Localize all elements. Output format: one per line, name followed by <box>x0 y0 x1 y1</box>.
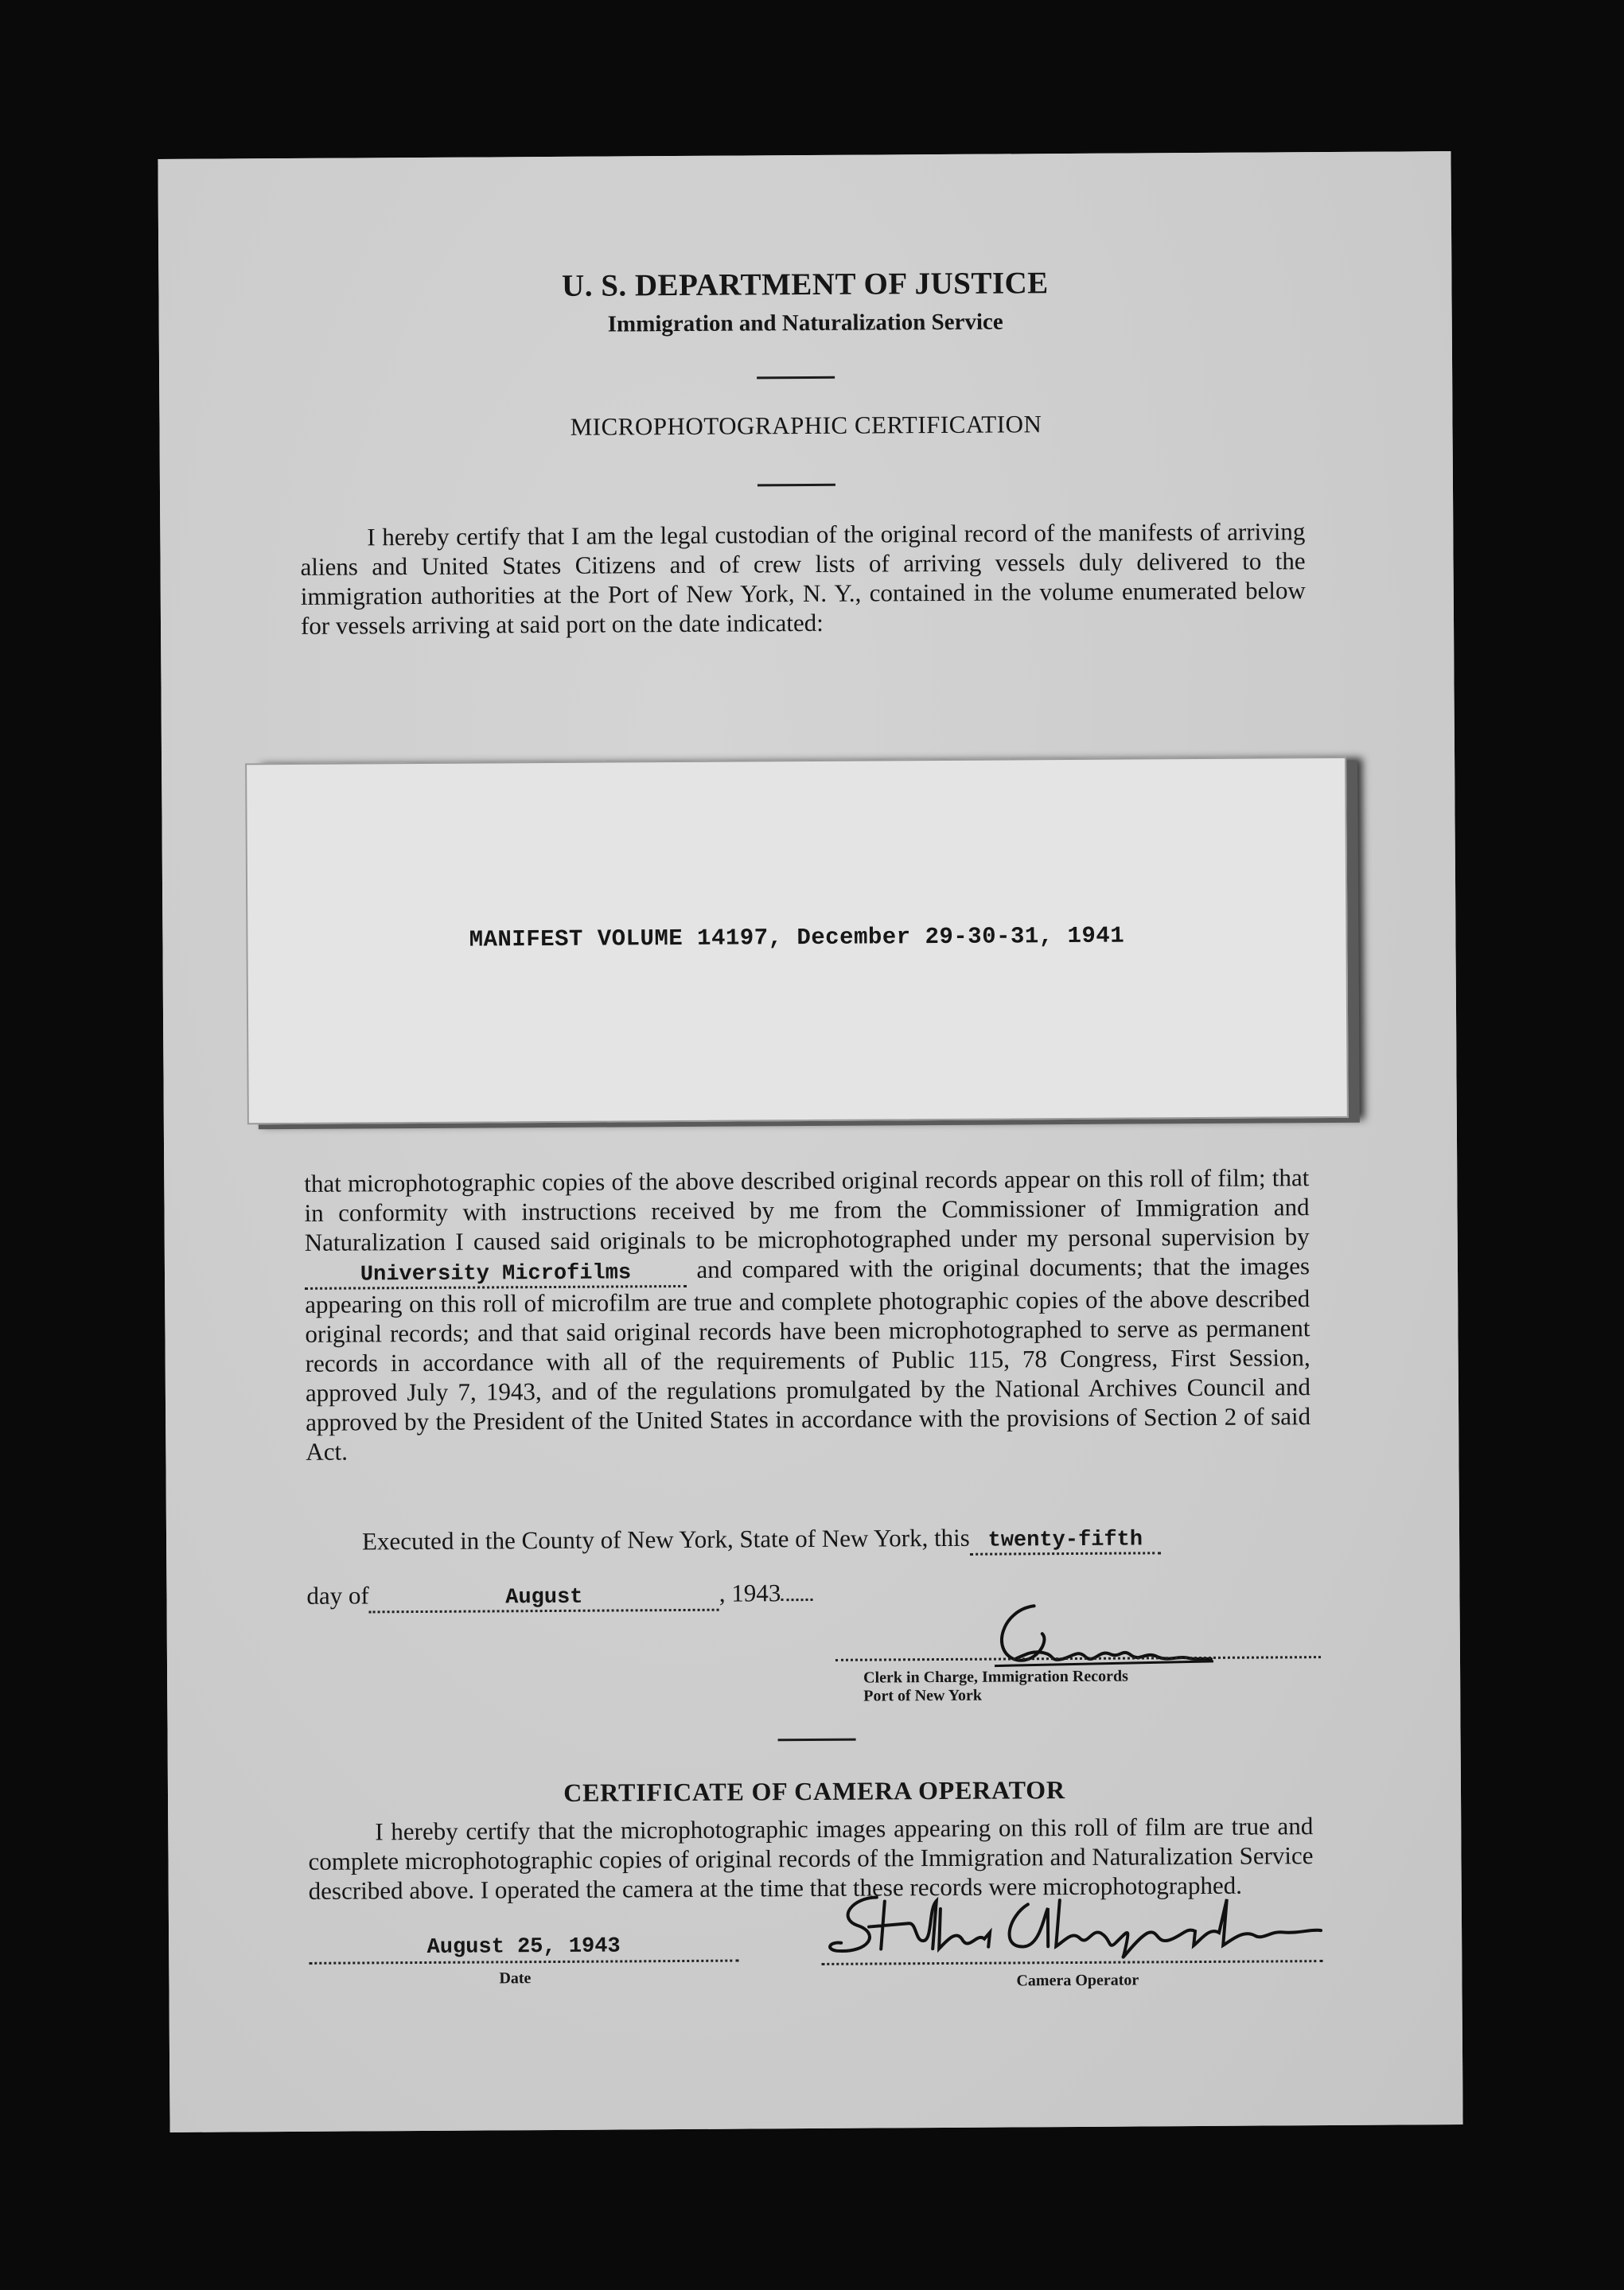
divider <box>757 484 835 487</box>
execution-prefix: Executed in the County of New York, State of New York, this <box>361 1523 970 1556</box>
clerk-title-line2: Port of New York <box>863 1686 982 1705</box>
camera-operator-title: CERTIFICATE OF CAMERA OPERATOR <box>563 1775 1065 1807</box>
execution-day-field: twenty-fifth <box>970 1528 1161 1555</box>
certification-body-paragraph <box>304 1163 1310 1466</box>
certification-title: MICROPHOTOGRAPHIC CERTIFICATION <box>570 410 1042 441</box>
manifest-volume-slip <box>245 757 1349 1124</box>
day-of-label: day of <box>306 1581 369 1610</box>
date-label: Date <box>499 1969 532 1988</box>
execution-date-line <box>306 1577 943 1614</box>
execution-month-field: August <box>369 1585 719 1614</box>
camera-date-field: August 25, 1943 <box>309 1933 738 1965</box>
camera-operator-signature <box>821 1883 1323 1965</box>
service-subheading: Immigration and Naturalization Service <box>607 309 1003 337</box>
clerk-title-line1: Clerk in Charge, Immigration Records <box>863 1667 1128 1687</box>
body-text-before: that microphotographic copies of the above described original records appear on this roll of film; that in conformity with instructions received by me from the Commissioner of Immigration and Naturalization I caused said originals to be microphotographed under my personal supervision by <box>304 1163 1310 1256</box>
execution-year: , 1943 <box>719 1579 781 1607</box>
divider <box>778 1739 856 1742</box>
certification-intro-paragraph: I hereby certify that I am the legal custodian of the original record of the manifests of arriving aliens and United States Citizens and of crew lists of arriving vessels duly delivered to the immigration authorities at the Port of New York, N. Y., contained in the volume enumerated below for vessels arriving at said port on the date indicated: <box>300 517 1306 640</box>
manifest-volume-text: MANIFEST VOLUME 14197, December 29-30-31, 1941 <box>469 922 1125 953</box>
divider <box>757 376 835 380</box>
camera-operator-label: Camera Operator <box>1016 1971 1139 1990</box>
supervised-by-field: University Microfilms <box>305 1261 687 1290</box>
execution-line <box>306 1521 1311 1560</box>
department-heading: U. S. DEPARTMENT OF JUSTICE <box>561 266 1049 303</box>
body-text-after: and compared with the original documents; that the images appearing on this roll of microfilm are true and complete photographic copies of the above described original records; and that said original records have been microphotographed to serve as permanent records in accordance with all of the requirements of Public 115, 78 Congress, First Session, approved July 7, 1943, and of the regulations promulgated by the National Archives Council and approved by the President of the United States in accordance with the provisions of Section 2 of said Act. <box>305 1252 1311 1466</box>
camera-operator-paragraph: I hereby certify that the microphotographic images appearing on this roll of film are true and complete microphotographic copies of original records of the Immigration and Naturalization Service described above. I operated the camera at the time that these records were microphotographed. <box>308 1812 1314 1905</box>
certificate-page <box>158 151 1462 2132</box>
